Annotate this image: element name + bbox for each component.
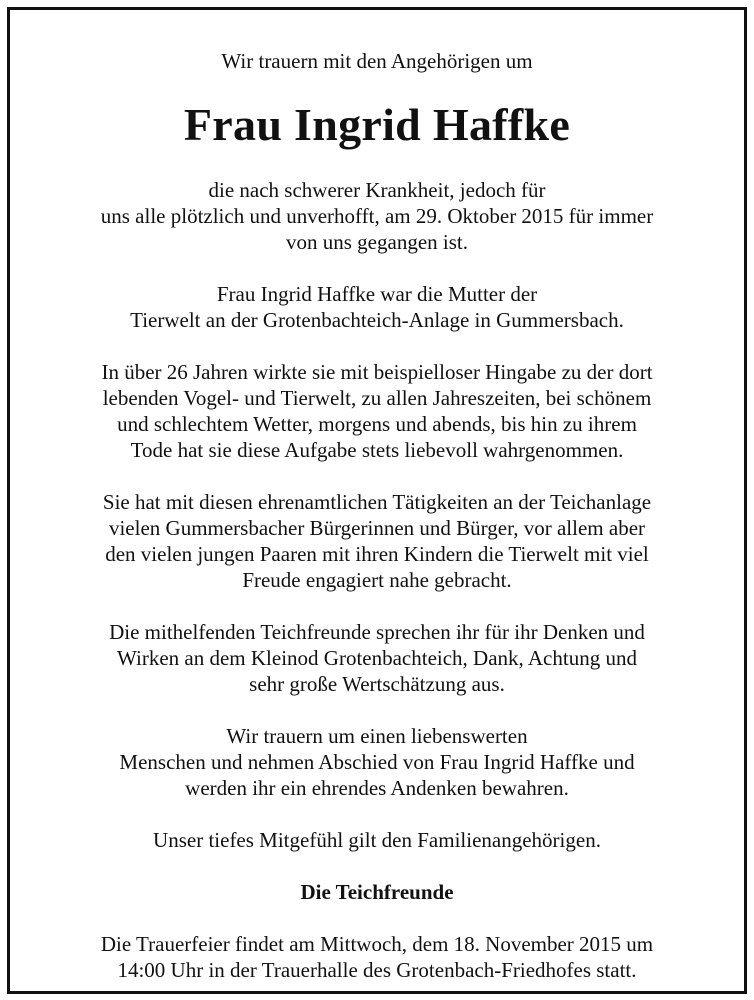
paragraph-line: die nach schwerer Krankheit, jedoch für bbox=[208, 178, 546, 202]
paragraph-line: Tode hat sie diese Aufgabe stets liebevoll wahrgenommen. bbox=[130, 438, 624, 462]
paragraph-line: Frau Ingrid Haffke war die Mutter der bbox=[216, 282, 538, 306]
paragraph-dedication bbox=[10, 359, 744, 463]
paragraph-line: werden ihr ein ehrendes Andenken bewahren. bbox=[185, 776, 569, 800]
ceremony-line: Die Trauerfeier findet am Mittwoch, dem 18. November 2015 um bbox=[100, 932, 654, 956]
paragraph-condolence bbox=[10, 827, 744, 853]
paragraph-farewell bbox=[10, 723, 744, 801]
paragraph-line: lebenden Vogel- und Tierwelt, zu allen Jahreszeiten, bei schönem bbox=[102, 386, 652, 410]
signature: Die Teichfreunde bbox=[300, 880, 454, 904]
intro-line: Wir trauern mit den Angehörigen um bbox=[221, 49, 533, 73]
paragraph-line: Die mithelfenden Teichfreunde sprechen ihr für ihr Denken und bbox=[109, 620, 645, 644]
paragraph-gratitude bbox=[10, 619, 744, 697]
paragraph-line: Freude engagiert nahe gebracht. bbox=[242, 568, 512, 592]
paragraph-line: von uns gegangen ist. bbox=[286, 230, 468, 254]
paragraph-line: Wir trauern um einen liebenswerten bbox=[226, 724, 528, 748]
paragraph-line: Tierwelt an der Grotenbachteich-Anlage in Gummersbach. bbox=[130, 308, 624, 332]
ceremony-line: 14:00 Uhr in der Trauerhalle des Grotenbach-Friedhofes statt. bbox=[117, 958, 637, 982]
paragraph-line: In über 26 Jahren wirkte sie mit beispielloser Hingabe zu der dort bbox=[101, 360, 653, 384]
paragraph-line: Wirken an dem Kleinod Grotenbachteich, Dank, Achtung und bbox=[117, 646, 637, 670]
paragraph-line: vielen Gummersbacher Bürgerinnen und Bürger, vor allem aber bbox=[108, 516, 646, 540]
paragraph-volunteer-work bbox=[10, 489, 744, 593]
paragraph-mother-of-wildlife bbox=[10, 281, 744, 333]
paragraph-line: Sie hat mit diesen ehrenamtlichen Tätigkeiten an der Teichanlage bbox=[102, 490, 652, 514]
paragraph-line: sehr große Wertschätzung aus. bbox=[249, 672, 505, 696]
paragraph-passing bbox=[10, 177, 744, 255]
ceremony-info bbox=[10, 931, 744, 983]
paragraph-line: und schlechtem Wetter, morgens und abends, bis hin zu ihrem bbox=[117, 412, 637, 436]
signature-block bbox=[10, 879, 744, 905]
paragraph-line: Menschen und nehmen Abschied von Frau Ingrid Haffke und bbox=[119, 750, 635, 774]
deceased-name: Frau Ingrid Haffke bbox=[183, 99, 571, 150]
paragraph-line: Unser tiefes Mitgefühl gilt den Familienangehörigen. bbox=[153, 828, 601, 852]
paragraph-line: uns alle plötzlich und unverhofft, am 29. Oktober 2015 für immer bbox=[100, 204, 654, 228]
paragraph-line: den vielen jungen Paaren mit ihren Kindern die Tierwelt mit viel bbox=[105, 542, 649, 566]
obituary-notice bbox=[10, 10, 744, 983]
